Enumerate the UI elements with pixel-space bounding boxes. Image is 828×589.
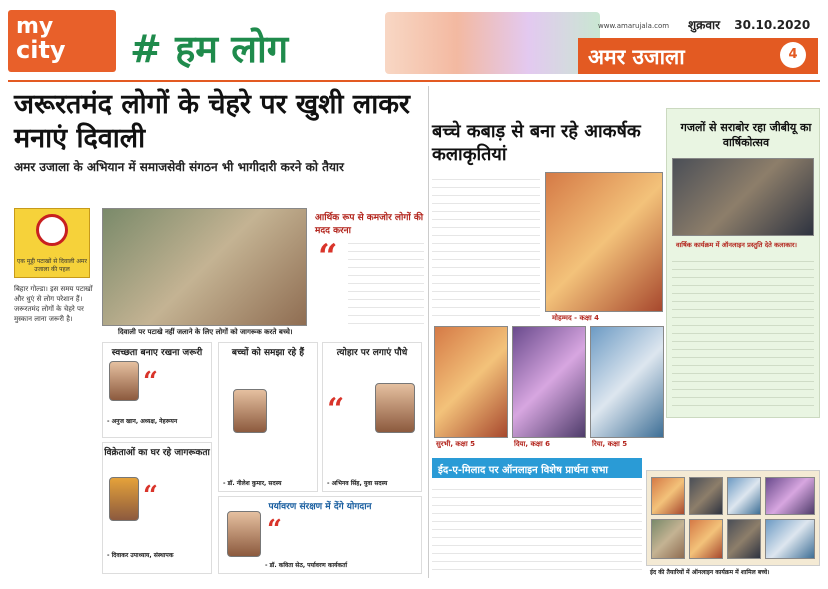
section-logo-line2: city [16,36,66,64]
opinion-box-4-title: विक्रेताओं का घर रहे जागरूकता [104,448,210,458]
eid-photo-caption: ईद की तैयारियों में ऑनलाइन कार्यक्रम में शामिल बच्चे। [650,569,770,576]
day-label: शुक्रवार [688,18,721,32]
eid-photo [689,477,723,515]
avatar [109,361,139,401]
eid-headline: ईद-ए-मिलाद पर ऑनलाइन विशेष प्रार्थना सभा [432,458,642,478]
craft-photo-2 [512,326,586,438]
website-url: www.amarujala.com [598,22,670,30]
craft-photo-3 [590,326,664,438]
eid-photo [689,519,723,559]
illustration-banner [385,12,600,74]
craft-photo-1 [434,326,508,438]
eid-photo [651,519,685,559]
side-box-title: आर्थिक रूप से कमजोर लोगों की मदद करना [315,213,424,236]
eid-photo [727,519,761,559]
column-divider [428,86,429,578]
event-headline: गजलों से सराबोर रहा जीबीयू का वार्षिकोत्सव [680,121,812,149]
section-logo-line1: my [16,14,54,39]
craft-photo-main [545,172,663,312]
opinion-box-2 [218,342,318,492]
craft-body-text [432,172,540,322]
avatar [375,383,415,433]
opinion-box-1-byline: - अनुज खान, अध्यक्ष, नेहरूयन [107,418,178,425]
avatar [227,511,261,557]
lead-headline: जरूरतमंद लोगों के चेहरे पर खुशी लाकर मनाएं दिवाली [14,89,410,154]
opinion-box-4-byline: - दिवाकर उपाध्याय, संस्थापक [107,552,174,559]
section-logo [8,10,116,72]
no-firecracker-icon [36,214,68,246]
eid-photo [765,477,815,515]
side-box-text [348,236,424,331]
quote-icon: “ [318,237,338,277]
date-label: 30.10.2020 [734,18,811,32]
lead-photo [102,208,307,326]
opinion-box-5-byline: - डॉ. कविता सेठ, पर्यावरण कार्यकर्ता [265,562,348,569]
event-photo [672,158,814,236]
eid-body-text [432,482,642,574]
opinion-box-3-byline: - अभिनव सिंह, युवा सदस्य [327,480,388,487]
avatar [233,389,267,433]
opinion-box-1 [102,342,212,438]
campaign-logo: एक मुट्ठी पटाखों से दिवाली अमर उजाला की पहल [14,208,90,278]
quote-icon: “ [143,367,158,397]
section-title: # हम लोग [130,27,289,71]
opinion-box-1-title: स्वच्छता बनाए रखना जरूरी [111,348,203,358]
page-number: 4 [780,42,806,68]
craft-caption-3: रिया, कक्षा 5 [592,440,628,448]
eid-photo [727,477,761,515]
opinion-box-5-title: पर्यावरण संरक्षण में देंगे योगदान [268,502,372,512]
quote-icon: “ [267,515,282,545]
event-body-text [672,254,814,412]
header-rule [8,80,820,82]
avatar [109,477,139,521]
craft-caption-1: सुरभी, कक्षा 5 [436,440,475,448]
craft-headline: बच्चे कबाड़ से बना रहे आकर्षक कलाकृतियां [432,121,641,165]
lead-photo-caption: दिवाली पर पटाखे नहीं जलाने के लिए लोगों को जागरूक करते बच्चे। [118,328,293,336]
lead-body-text: बिहार गोल्डा। इस समय पटाखों और धुएं से लोग परेशान हैं। जरूरतमंद लोगों के चेहरे पर मुस्कान लाना जरूरी है। [14,285,93,323]
eid-photo [651,477,685,515]
craft-caption-2: दिया, कक्षा 6 [514,440,551,448]
opinion-box-2-byline: - डॉ. नीलेश कुमार, सदस्य [223,480,282,487]
opinion-box-3-title: त्योहार पर लगाएं पौधे [336,348,408,358]
eid-photo [765,519,815,559]
opinion-box-2-title: बच्चों को समझा रहे हैं [231,348,305,358]
opinion-box-4 [102,442,212,574]
craft-caption-main: मोहम्मद - कक्षा 4 [552,314,600,322]
quote-icon: “ [143,481,158,511]
lead-subheadline: अमर उजाला के अभियान में समाजसेवी संगठन भी भागीदारी करने को तैयार [14,160,344,174]
event-photo-caption: वार्षिक कार्यक्रम में ऑनलाइन प्रस्तुति देते कलाकार। [676,241,798,249]
dateline [688,16,810,33]
opinion-box-3 [322,342,422,492]
quote-icon: “ [327,392,345,427]
opinion-box-5 [218,496,422,574]
eid-photo-collage [646,470,820,566]
newspaper-name: अमर उजाला [578,38,818,74]
